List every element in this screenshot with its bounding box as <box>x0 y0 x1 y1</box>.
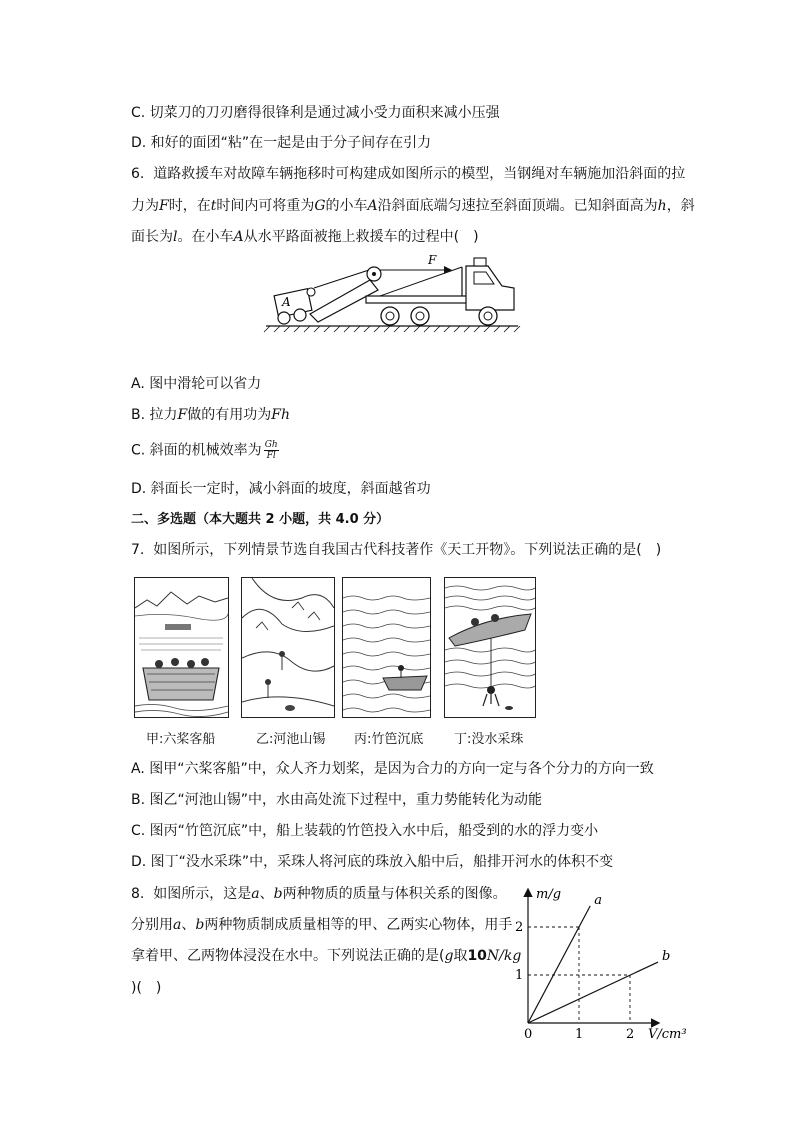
q6-line1 <box>131 164 685 184</box>
q7-option-b: B. 图乙“河池山锡”中，水由高处流下过程中，重力势能转化为动能 <box>131 792 543 808</box>
var-b: b <box>195 917 205 933</box>
x-tick-0: 0 <box>524 1027 533 1042</box>
q6-line2 <box>131 196 695 216</box>
q8-text: 如图所示，这是 <box>153 886 252 902</box>
var-b: b <box>273 886 283 902</box>
q6-option-d: D. 斜面长一定时，减小斜面的坡度，斜面越省功 <box>131 481 431 497</box>
q8-line4: )( ) <box>131 980 162 996</box>
q7-option-a: A. 图甲“六桨客船”中，众人齐力划桨，是因为合力的方向一定与各个分力的方向一致 <box>131 761 654 777</box>
q6-line3 <box>131 227 479 247</box>
var-t: t <box>210 198 217 214</box>
option-d-prev: D. 和好的面团“粘”在一起是由于分子间存在引力 <box>131 135 432 151</box>
label-F: F <box>428 253 437 267</box>
illustration-jia <box>134 577 229 718</box>
q8-text: 、 <box>259 886 274 902</box>
q6-option-a: A. 图中滑轮可以省力 <box>131 376 262 392</box>
q8-text: 两种物质的质量与体积关系的图像。 <box>282 886 507 902</box>
mass-volume-chart <box>508 880 698 1042</box>
caption-yi: 乙:河池山锡 <box>256 732 326 747</box>
x-tick-2: 2 <box>626 1027 635 1042</box>
var-A: A <box>367 198 378 214</box>
tow-truck-figure <box>262 252 530 334</box>
var-A: A <box>233 229 244 245</box>
caption-ding: 丁:没水采珠 <box>454 732 524 747</box>
q6-text: 面长为 <box>131 229 173 245</box>
q8-text: 取 <box>453 948 468 964</box>
option-c-prev: C. 切菜刀的刀刃磨得很锋利是通过减小受力面积来减小压强 <box>131 105 500 121</box>
q6-text: 的小车 <box>325 198 368 214</box>
q6-text: 时间内可将重为 <box>216 198 315 214</box>
y-axis-label: m/g <box>536 887 562 902</box>
section-heading: 二、多选题（本大题共 2 小题，共 4.0 分） <box>131 512 390 527</box>
var-h: h <box>657 198 667 214</box>
q8-text: 、 <box>181 917 196 933</box>
illustration-yi <box>241 577 335 718</box>
q6-stem-1: 道路救援车对故障车辆拖移时可构建成如图所示的模型，当钢绳对车辆施加沿斜面的拉 <box>153 166 686 182</box>
series-label-b: b <box>662 949 671 965</box>
q8-text: 两种物质制成质量相等的甲、乙两实心物体，用手 <box>204 917 513 933</box>
caption-bing: 丙:竹笆沉底 <box>354 732 424 747</box>
series-label-a: a <box>594 892 602 908</box>
var-g: g <box>444 948 454 964</box>
q8-number: 8. <box>131 886 145 902</box>
q6-text: 时，在 <box>168 198 211 214</box>
q6-text: 。在小车 <box>177 229 234 245</box>
value-10: 10 <box>467 948 487 964</box>
var-a: a <box>173 917 182 933</box>
series-line-a <box>528 906 590 1023</box>
q6-option-c <box>131 440 279 461</box>
q6-text: 力为 <box>131 198 159 214</box>
illustration-ding <box>444 577 536 718</box>
q7-option-c: C. 图丙“竹笆沉底”中，船上装载的竹笆投入水中后，船受到的水的浮力变小 <box>131 823 599 839</box>
var-F: F <box>159 198 169 214</box>
q8-line1 <box>131 884 507 904</box>
q7-stem-text: 如图所示，下列情景节选自我国古代科技著作《天工开物》。下列说法正确的是( ) <box>153 542 662 558</box>
var-l: l <box>173 229 178 245</box>
q8-text: 拿着甲、乙两物体浸没在水中。下列说法正确的是( <box>131 948 445 964</box>
q6-number: 6. <box>131 166 145 182</box>
efficiency-fraction <box>264 440 279 461</box>
x-tick-1: 1 <box>575 1027 584 1042</box>
fraction-denominator: Fl <box>266 451 276 461</box>
q6-text: 沿斜面底端匀速拉至斜面顶端。已知斜面高为 <box>377 198 658 214</box>
illustration-bing <box>342 577 431 718</box>
unit-n-per-kg: N/kg <box>486 948 522 964</box>
fraction-numerator: Gh <box>264 440 278 450</box>
q8-text: 分别用 <box>131 917 173 933</box>
q8-line2 <box>131 915 512 935</box>
q6-opt-b-text: 做的有用功为 <box>187 407 272 423</box>
q6-text: 从水平路面被拖上救援车的过程中( ) <box>243 229 479 245</box>
y-tick-2: 2 <box>515 920 524 935</box>
q8-line3 <box>131 946 521 966</box>
var-F: F <box>177 407 188 423</box>
caption-jia: 甲:六桨客船 <box>146 732 216 747</box>
x-axis-label: V/cm³ <box>648 1027 687 1042</box>
var-G: G <box>314 198 326 214</box>
q7-stem <box>131 540 661 560</box>
q6-option-b <box>131 405 290 425</box>
q7-number: 7. <box>131 542 145 558</box>
var-a: a <box>251 886 260 902</box>
q6-opt-c-text: C. 斜面的机械效率为 <box>131 442 262 459</box>
q6-text: ，斜 <box>666 198 695 214</box>
y-tick-1: 1 <box>515 968 524 983</box>
q7-option-d: D. 图丁“没水采珠”中，采珠人将河底的珠放入船中后，船排开河水的体积不变 <box>131 854 614 870</box>
series-line-b <box>528 962 658 1023</box>
q6-opt-b-text: B. 拉力 <box>131 407 178 423</box>
label-A: A <box>282 295 291 309</box>
var-Fh: Fh <box>271 407 290 423</box>
